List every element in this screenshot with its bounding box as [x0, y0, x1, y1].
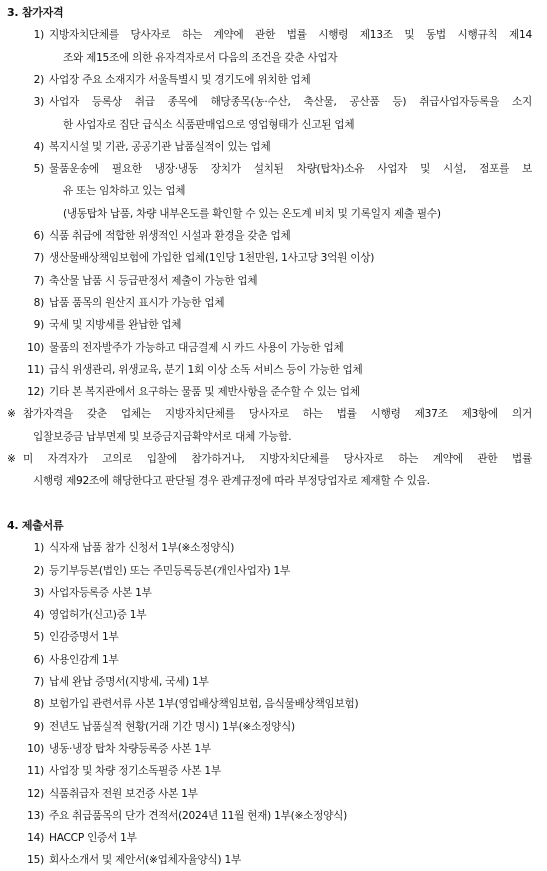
note-text: 미 자격자가 고의로 입찰에 참가하거나, 지방자치단체를 당사자로 하는 계약에 관한 법률 [23, 453, 532, 465]
criteria-item-number: 5) [33, 163, 44, 176]
section-3-title: 3. 참가자격 [7, 6, 64, 19]
criteria-item-text: 조와 제15조에 의한 유자격자로서 다음의 조건을 갖춘 사업자 [63, 51, 338, 64]
document-item-text: 냉동·냉장 탑차 차량등록증 사본 1부 [49, 742, 211, 755]
criteria-item-text: 유 또는 임차하고 있는 업체 [63, 185, 186, 198]
document-item-number: 5) [33, 631, 44, 644]
criteria-item-number: 11) [27, 363, 44, 376]
document-item-text: 보험가입 관련서류 사본 1부(영업배상책임보험, 음식물배상책임보험) [49, 698, 359, 711]
document-item-number: 12) [27, 787, 44, 800]
document-item-number: 3) [33, 586, 44, 599]
document-item-text: 주요 취급품목의 단가 견적서(2024년 11월 현재) 1부(※소정양식) [49, 809, 347, 822]
criteria-item-text: 사업장 주요 소재지가 서울특별시 및 경기도에 위치한 업체 [49, 73, 311, 86]
criteria-item-text: 물품의 전자발주가 가능하고 대금결제 시 카드 사용이 가능한 업체 [49, 341, 344, 354]
document-item-text: 납세 완납 증명서(지방세, 국세) 1부 [49, 676, 209, 688]
criteria-item-text: 생산물배상책임보험에 가입한 업체(1인당 1천만원, 1사고당 3억원 이상) [49, 252, 375, 265]
criteria-item-text: (냉동탑차 납품, 차량 내부온도를 확인할 수 있는 온도계 비치 및 기록일지 제출 필수) [63, 207, 441, 220]
criteria-item-number: 8) [33, 296, 44, 309]
criteria-item-number: 12) [27, 386, 44, 399]
document-item-text: 전년도 납품실적 현황(거래 기간 명시) 1부(※소정양식) [49, 720, 295, 733]
document-item-number: 10) [27, 742, 44, 755]
criteria-item-text: 국세 및 지방세를 완납한 업체 [49, 319, 182, 332]
document-item-text: 식자재 납품 참가 신청서 1부(※소정양식) [49, 542, 235, 555]
document-item-text: 식품취급자 전원 보건증 사본 1부 [49, 787, 198, 800]
note-text: 시행령 제92조에 해당한다고 판단될 경우 관계규정에 따라 부정당업자로 제재할 수 있음. [33, 475, 430, 488]
criteria-item-text: 납품 품목의 원산지 표시가 가능한 업체 [49, 296, 225, 309]
criteria-item-text: 복지시설 및 기관, 공공기관 납품실적이 있는 업체 [49, 140, 271, 153]
document-item-text: 회사소개서 및 제안서(※업체자율양식) 1부 [49, 854, 241, 867]
document-item-number: 15) [27, 854, 44, 867]
document-item-text: 사업장 및 차량 정기소독필증 사본 1부 [49, 765, 221, 778]
criteria-item-text: 식품 취급에 적합한 위생적인 시설과 환경을 갖춘 업체 [49, 230, 291, 242]
criteria-item-text: 물품운송에 필요한 냉장·냉동 장치가 설치된 차량(탑차)소유 사업자 및 시설, 점포를 보 [49, 163, 532, 176]
criteria-item-number: 3) [33, 96, 44, 109]
document-item-number: 4) [33, 609, 44, 622]
document-item-number: 2) [33, 564, 44, 577]
note-text: 참가자격을 갖춘 업체는 지방자치단체를 당사자로 하는 법률 시행령 제37조 제3항에 의거 [23, 408, 532, 421]
criteria-item-text: 축산물 납품 시 등급판정서 제출이 가능한 업체 [49, 274, 258, 287]
document-item-number: 13) [27, 809, 44, 822]
document-item-number: 6) [33, 653, 44, 666]
criteria-item-text: 기타 본 복지관에서 요구하는 물품 및 제반사항을 준수할 수 있는 업체 [49, 386, 360, 399]
document-item-number: 8) [33, 698, 44, 711]
criteria-item-text: 사업자 등록상 취급 종목에 해당종목(농·수산, 축산물, 공산품 등) 취급사업자등록을 소지 [49, 96, 532, 109]
note-mark: ※ [7, 453, 16, 465]
document-item-number: 14) [27, 832, 44, 845]
criteria-item-text: 지방자치단체를 당사자로 하는 계약에 관한 법률 시행령 제13조 및 동법 시행규칙 제14 [49, 29, 532, 42]
note-mark: ※ [7, 408, 16, 421]
criteria-item-text: 급식 위생관리, 위생교육, 분기 1회 이상 소독 서비스 등이 가능한 업체 [49, 363, 363, 376]
criteria-item-number: 10) [27, 341, 44, 354]
document-item-text: 인감증명서 1부 [49, 631, 119, 644]
document-item-text: 사용인감계 1부 [49, 653, 119, 666]
criteria-item-number: 9) [33, 319, 44, 332]
criteria-item-number: 2) [33, 73, 44, 86]
criteria-item-number: 7) [33, 274, 44, 287]
criteria-item-text: 한 사업자로 집단 급식소 식품판매업으로 영업형태가 신고된 업체 [63, 118, 355, 131]
document-item-text: 영업허가(신고)증 1부 [49, 609, 147, 622]
document-item-number: 1) [33, 542, 44, 555]
note-text: 입찰보증금 납부면제 및 보증금지급확약서로 대체 가능함. [33, 430, 292, 443]
document-item-text: 등기부등본(법인) 또는 주민등록등본(개인사업자) 1부 [49, 564, 291, 577]
document-item-text: HACCP 인증서 1부 [49, 832, 137, 845]
document-item-text: 사업자등록증 사본 1부 [49, 586, 152, 599]
criteria-item-number: 4) [33, 140, 44, 153]
criteria-item-number: 7) [33, 252, 44, 265]
section-4-title: 4. 제출서류 [7, 518, 64, 532]
document-item-number: 9) [33, 720, 44, 733]
document-item-number: 11) [27, 765, 44, 778]
criteria-item-number: 1) [33, 29, 44, 42]
criteria-item-number: 6) [33, 230, 44, 242]
document-item-number: 7) [33, 676, 44, 688]
